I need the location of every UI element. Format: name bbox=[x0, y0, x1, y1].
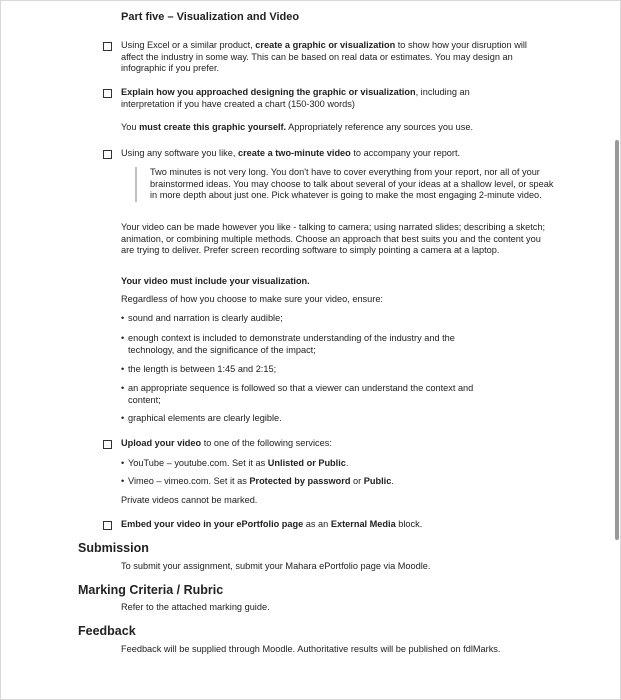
video-description: Your video can be made however you like - talking to camera; using narrated slides; describing a sketch; animation, or combining multiple methods. Choose an approach that best suits you and the content you are trying to deliver. Prefer screen recording software to simply pointing a camera at a laptop. bbox=[121, 222, 546, 255]
list-item bbox=[121, 458, 501, 470]
submission-heading: Submission bbox=[78, 541, 149, 555]
task1-bold: create a graphic or visualization bbox=[255, 40, 396, 50]
list-item bbox=[121, 333, 501, 356]
task-embed bbox=[121, 519, 551, 531]
video-length-quote: Two minutes is not very long. You don't have to cover everything from your report, nor all of your brainstormed ideas. You may choose to talk about several of your ideas at a shallow level, or speak in more depth about just one. Pick whatever is going to make the most engaging 2-minute video. bbox=[135, 167, 560, 202]
service-youtube bbox=[121, 458, 501, 470]
task3-post: to accompany your report. bbox=[350, 148, 461, 158]
checkbox-task-upload[interactable] bbox=[103, 440, 112, 449]
bullet-icon: • bbox=[121, 476, 125, 486]
task2-post: , including an interpretation if you have created a chart (150-300 words) bbox=[121, 87, 470, 109]
task1-pre: Using Excel or a similar product, bbox=[121, 40, 256, 50]
bullet-icon: • bbox=[121, 313, 125, 323]
bullet-icon: • bbox=[121, 413, 125, 423]
task-upload bbox=[121, 438, 551, 450]
bullet-icon: • bbox=[121, 383, 125, 393]
task-explain bbox=[121, 87, 521, 110]
youtube-bold: Unlisted or Public bbox=[267, 458, 346, 468]
list-item bbox=[121, 383, 501, 406]
task4-bold: Upload your video bbox=[121, 438, 202, 448]
task4-post: to one of the following services: bbox=[201, 438, 332, 448]
task3-pre: Using any software you like, bbox=[121, 148, 238, 158]
checkbox-task-explain[interactable] bbox=[103, 89, 112, 98]
bullet-icon: • bbox=[121, 364, 125, 374]
list-item bbox=[121, 476, 501, 488]
note-bold: must create this graphic yourself. bbox=[139, 122, 287, 132]
task5-post: block. bbox=[395, 519, 423, 529]
task1-post: to show how your disruption will affect the industry in some way. This can be based on real data or estimates. You may design an infographic if you prefer. bbox=[121, 40, 527, 73]
list-item bbox=[121, 413, 501, 425]
feedback-heading: Feedback bbox=[78, 624, 136, 638]
vimeo-post: . bbox=[391, 476, 394, 486]
service-vimeo bbox=[121, 476, 501, 488]
task3-bold: create a two-minute video bbox=[237, 148, 351, 158]
note-post: Appropriately reference any sources you use. bbox=[286, 122, 474, 132]
task5-bold2: External Media bbox=[330, 519, 396, 529]
bullet-icon: • bbox=[121, 333, 125, 343]
list-item bbox=[121, 313, 501, 325]
checkbox-task-embed[interactable] bbox=[103, 521, 112, 530]
private-videos-note: Private videos cannot be marked. bbox=[121, 495, 258, 505]
ensure-item-context: enough context is included to demonstrate understanding of the industry and the technology, and the significance of the impact; bbox=[128, 333, 455, 355]
feedback-text: Feedback will be supplied through Moodle. Authoritative results will be published on fdlMarks. bbox=[121, 644, 501, 654]
checkbox-task-visualization[interactable] bbox=[103, 42, 112, 51]
vimeo-pre: Vimeo – vimeo.com. Set it as bbox=[128, 476, 250, 486]
list-item bbox=[121, 364, 501, 376]
ensure-item-audio: sound and narration is clearly audible; bbox=[128, 313, 283, 323]
regardless-intro: Regardless of how you choose to make sure your video, ensure: bbox=[121, 294, 383, 304]
task5-mid: as an bbox=[303, 519, 331, 529]
note-pre: You bbox=[121, 122, 140, 132]
checkbox-task-video[interactable] bbox=[103, 150, 112, 159]
task2-bold: Explain how you approached designing the graphic or visualization bbox=[121, 87, 416, 97]
ensure-item-length: the length is between 1:45 and 2:15; bbox=[128, 364, 277, 374]
marking-text: Refer to the attached marking guide. bbox=[121, 602, 270, 612]
vimeo-bold2: Public bbox=[363, 476, 392, 486]
youtube-pre: YouTube – youtube.com. Set it as bbox=[128, 458, 268, 468]
task5-bold: Embed your video in your ePortfolio page bbox=[121, 519, 304, 529]
vimeo-bold: Protected by password bbox=[249, 476, 351, 486]
task-visualization bbox=[121, 40, 546, 75]
youtube-post: . bbox=[345, 458, 349, 468]
must-include-visualization: Your video must include your visualization. bbox=[121, 276, 310, 286]
marking-heading: Marking Criteria / Rubric bbox=[78, 583, 224, 597]
vertical-scrollbar[interactable] bbox=[615, 140, 619, 540]
bullet-icon: • bbox=[121, 458, 125, 468]
ensure-item-legible: graphical elements are clearly legible. bbox=[128, 413, 282, 423]
ensure-item-sequence: an appropriate sequence is followed so that a viewer can understand the context and content; bbox=[128, 383, 474, 405]
submission-text: To submit your assignment, submit your Mahara ePortfolio page via Moodle. bbox=[121, 561, 431, 571]
task-video bbox=[121, 148, 551, 160]
task-explain-note bbox=[121, 122, 551, 134]
vimeo-mid: or bbox=[350, 476, 364, 486]
part-five-heading: Part five – Visualization and Video bbox=[121, 11, 300, 23]
